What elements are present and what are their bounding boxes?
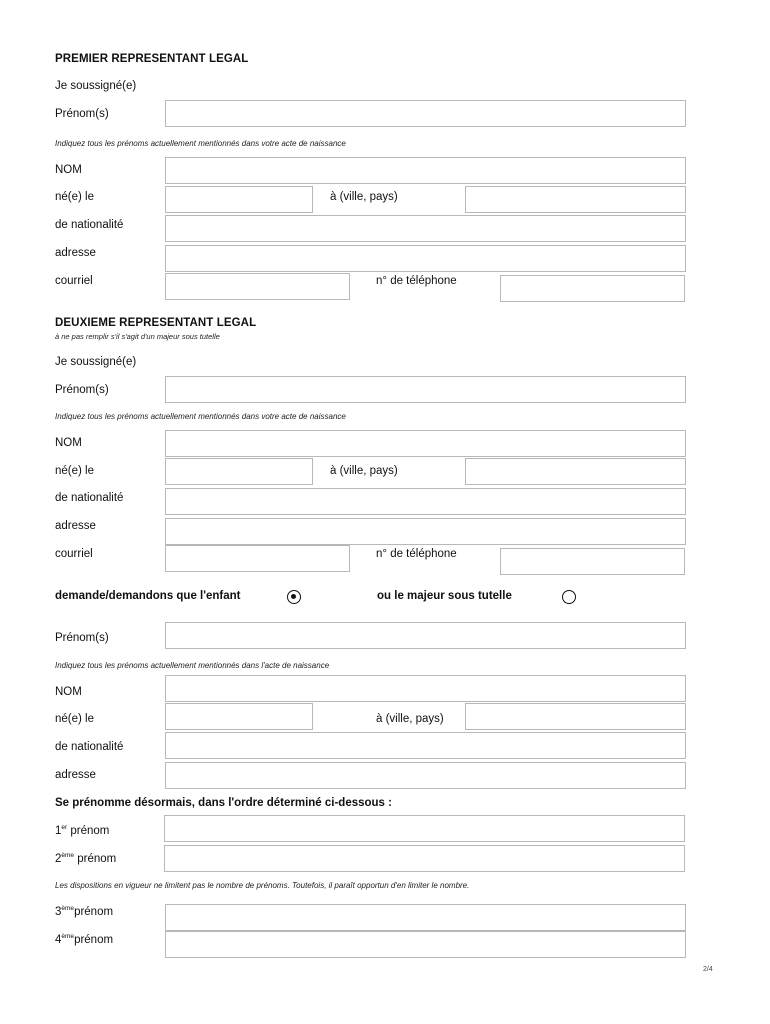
prenom3-num: 3 [55, 906, 62, 918]
rep1-title: PREMIER REPRESENTANT LEGAL [55, 53, 249, 65]
rep1-prenoms-label: Prénom(s) [55, 108, 109, 120]
rep2-ne-label: né(e) le [55, 465, 94, 477]
benef-nom-label: NOM [55, 686, 82, 698]
prenom1-sup: er [61, 824, 68, 832]
rep2-prenoms-field[interactable] [165, 376, 686, 403]
rep2-prenoms-label: Prénom(s) [55, 384, 109, 396]
rep2-nationalite-label: de nationalité [55, 492, 124, 504]
prenom1-word: prénom [67, 825, 110, 837]
benef-lieu-field[interactable] [465, 703, 686, 730]
benef-prenoms-note: Indiquez tous les prénoms actuellement mentionnés dans l'acte de naissance [55, 661, 330, 670]
rep2-adresse-field[interactable] [165, 518, 686, 545]
rep2-title: DEUXIEME REPRESENTANT LEGAL [55, 317, 257, 329]
rep1-lieu-label: à (ville, pays) [330, 191, 398, 203]
rep2-courriel-field[interactable] [165, 545, 350, 572]
prenom4-word: prénom [74, 934, 114, 946]
benef-nom-field[interactable] [165, 675, 686, 702]
benef-adresse-field[interactable] [165, 762, 686, 789]
benef-prenoms-label: Prénom(s) [55, 632, 109, 644]
rep2-adresse-label: adresse [55, 520, 96, 532]
rep2-courriel-label: courriel [55, 548, 93, 560]
rep2-lieu-field[interactable] [465, 458, 686, 485]
prenom1-label [55, 825, 109, 837]
rep1-nom-label: NOM [55, 164, 82, 176]
rep1-adresse-label: adresse [55, 247, 96, 259]
rep1-adresse-field[interactable] [165, 245, 686, 272]
rep2-nationalite-field[interactable] [165, 488, 686, 515]
rep1-courriel-label: courriel [55, 275, 93, 287]
rep1-nationalite-label: de nationalité [55, 219, 124, 231]
demande-majeur-label: ou le majeur sous tutelle [377, 590, 512, 602]
rep1-nom-field[interactable] [165, 157, 686, 184]
demande-enfant-label: demande/demandons que l'enfant [55, 590, 241, 602]
nouveaux-prenoms-note: Les dispositions en vigueur ne limitent pas le nombre de prénoms. Toutefois, il paraît opportun d'en limiter le nombre. [55, 881, 470, 890]
rep1-courriel-field[interactable] [165, 273, 350, 300]
rep1-prenoms-note: Indiquez tous les prénoms actuellement mentionnés dans votre acte de naissance [55, 139, 346, 148]
prenom2-word: prénom [74, 853, 117, 865]
rep1-telephone-label: n° de téléphone [376, 275, 457, 287]
benef-date-field[interactable] [165, 703, 313, 730]
prenom2-sup: ème [61, 852, 75, 860]
rep2-date-field[interactable] [165, 458, 313, 485]
rep1-lieu-field[interactable] [465, 186, 686, 213]
rep2-prenoms-note: Indiquez tous les prénoms actuellement mentionnés dans votre acte de naissance [55, 412, 346, 421]
rep1-ne-label: né(e) le [55, 191, 94, 203]
prenom3-sup: ème [61, 905, 75, 913]
prenom1-field[interactable] [164, 815, 685, 842]
rep2-nom-label: NOM [55, 437, 82, 449]
prenom1-num: 1 [55, 825, 62, 837]
benef-prenoms-field[interactable] [165, 622, 686, 649]
rep2-telephone-label: n° de téléphone [376, 548, 457, 560]
benef-ne-label: né(e) le [55, 713, 94, 725]
prenom2-field[interactable] [164, 845, 685, 872]
rep1-date-field[interactable] [165, 186, 313, 213]
rep2-nom-field[interactable] [165, 430, 686, 457]
rep1-soussigne-label: Je soussigné(e) [55, 80, 137, 92]
benef-nationalite-field[interactable] [165, 732, 686, 759]
prenom4-num: 4 [55, 934, 62, 946]
rep1-prenoms-field[interactable] [165, 100, 686, 127]
rep2-subtitle: à ne pas remplir s'il s'agit d'un majeur sous tutelle [55, 332, 220, 341]
prenom2-num: 2 [55, 853, 62, 865]
prenom3-label [55, 906, 113, 918]
rep2-soussigne-label: Je soussigné(e) [55, 356, 137, 368]
prenom3-word: prénom [74, 906, 114, 918]
benef-adresse-label: adresse [55, 769, 96, 781]
nouveaux-prenoms-title: Se prénomme désormais, dans l'ordre déterminé ci-dessous : [55, 797, 392, 809]
prenom4-label [55, 934, 113, 946]
rep2-lieu-label: à (ville, pays) [330, 465, 398, 477]
radio-selected-dot [291, 594, 296, 599]
majeur-radio[interactable] [562, 590, 576, 604]
rep1-telephone-field[interactable] [500, 275, 685, 302]
prenom4-field[interactable] [165, 931, 686, 958]
benef-lieu-label: à (ville, pays) [376, 713, 444, 725]
page-number: 2/4 [703, 966, 713, 973]
prenom3-field[interactable] [165, 904, 686, 931]
rep2-telephone-field[interactable] [500, 548, 685, 575]
prenom2-label [55, 853, 116, 865]
prenom4-sup: ème [61, 933, 75, 941]
rep1-nationalite-field[interactable] [165, 215, 686, 242]
enfant-radio[interactable] [287, 590, 301, 604]
benef-nationalite-label: de nationalité [55, 741, 124, 753]
